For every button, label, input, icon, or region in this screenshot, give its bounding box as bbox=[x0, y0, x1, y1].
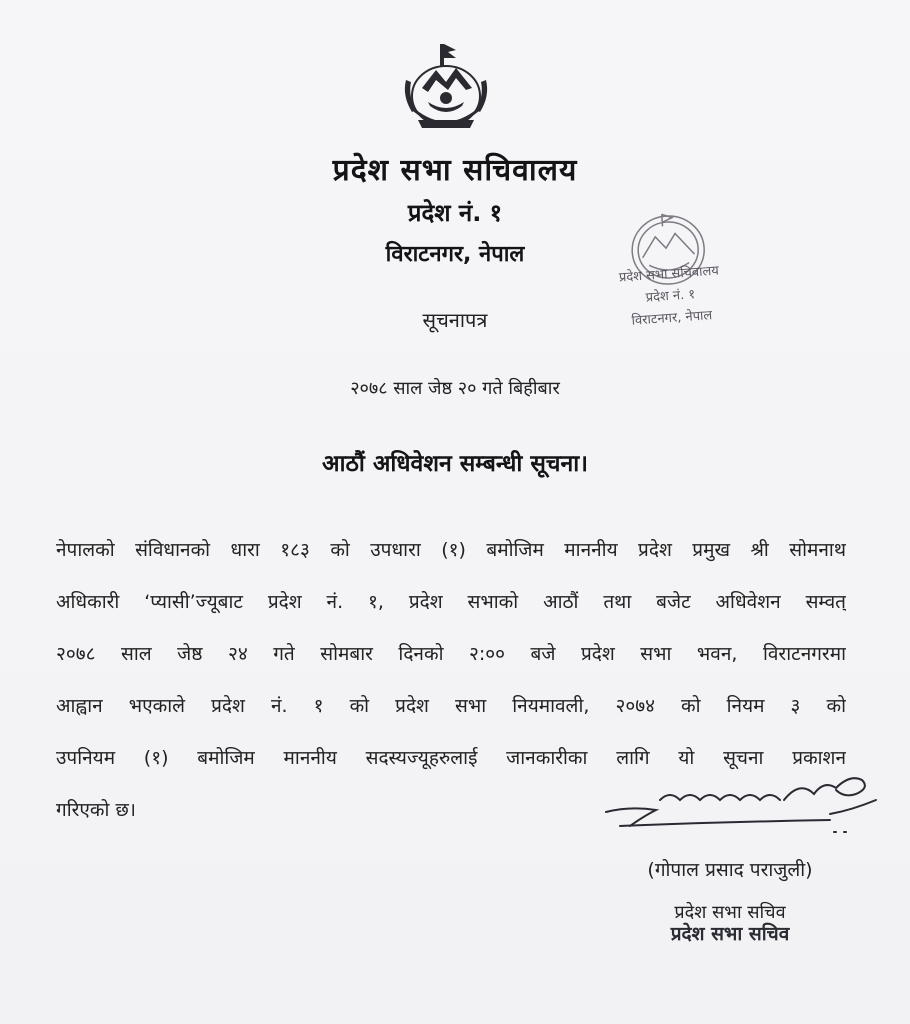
body-line: उपनियम (१) बमोजिम माननीय सदस्यज्यूहरुलाई जानकारीका लागि यो सूचना प्रकाशन bbox=[56, 747, 846, 769]
signatory-title-stamp: प्रदेश सभा सचिव bbox=[670, 923, 790, 945]
stamp-line-office: प्रदेश सभा सचिवालय bbox=[618, 263, 720, 286]
body-line: आह्वान भएकाले प्रदेश नं. १ को प्रदेश सभा नियमावली, २०७४ को नियम ३ को bbox=[56, 695, 846, 717]
office-name: प्रदेश सभा सचिवालय bbox=[332, 153, 578, 188]
signatory-name: (गोपाल प्रसाद पराजुली) bbox=[647, 859, 813, 881]
notice-subject: आठौं अधिवेशन सम्बन्धी सूचना। bbox=[322, 451, 588, 477]
signatory-title: प्रदेश सभा सचिव bbox=[674, 902, 786, 923]
body-line: गरिएको छ। bbox=[56, 799, 136, 821]
notice-type: सूचनापत्र bbox=[422, 308, 488, 332]
nepal-emblem-icon bbox=[392, 40, 500, 140]
notice-date: २०७८ साल जेष्ठ २० गते बिहीबार bbox=[350, 378, 560, 399]
body-line: नेपालको संविधानको धारा १८३ को उपधारा (१) बमोजिम माननीय प्रदेश प्रमुख श्री सोमनाथ bbox=[56, 539, 846, 561]
stamp-line-province: प्रदेश नं. १ bbox=[645, 287, 696, 306]
body-line: २०७८ साल जेष्ठ २४ गते सोमबार दिनको २:०० बजे प्रदेश सभा भवन, विराटनगरमा bbox=[56, 643, 846, 665]
province-number: प्रदेश नं. १ bbox=[407, 199, 503, 227]
body-line: अधिकारी ‘प्यासी’ज्यूबाट प्रदेश नं. १, प्रदेश सभाको आठौं तथा बजेट अधिवेशन सम्वत् bbox=[56, 591, 846, 613]
stamp-line-address: विराटनगर, नेपाल bbox=[631, 308, 713, 329]
signature-icon bbox=[600, 760, 880, 840]
office-address: विराटनगर, नेपाल bbox=[385, 242, 525, 267]
